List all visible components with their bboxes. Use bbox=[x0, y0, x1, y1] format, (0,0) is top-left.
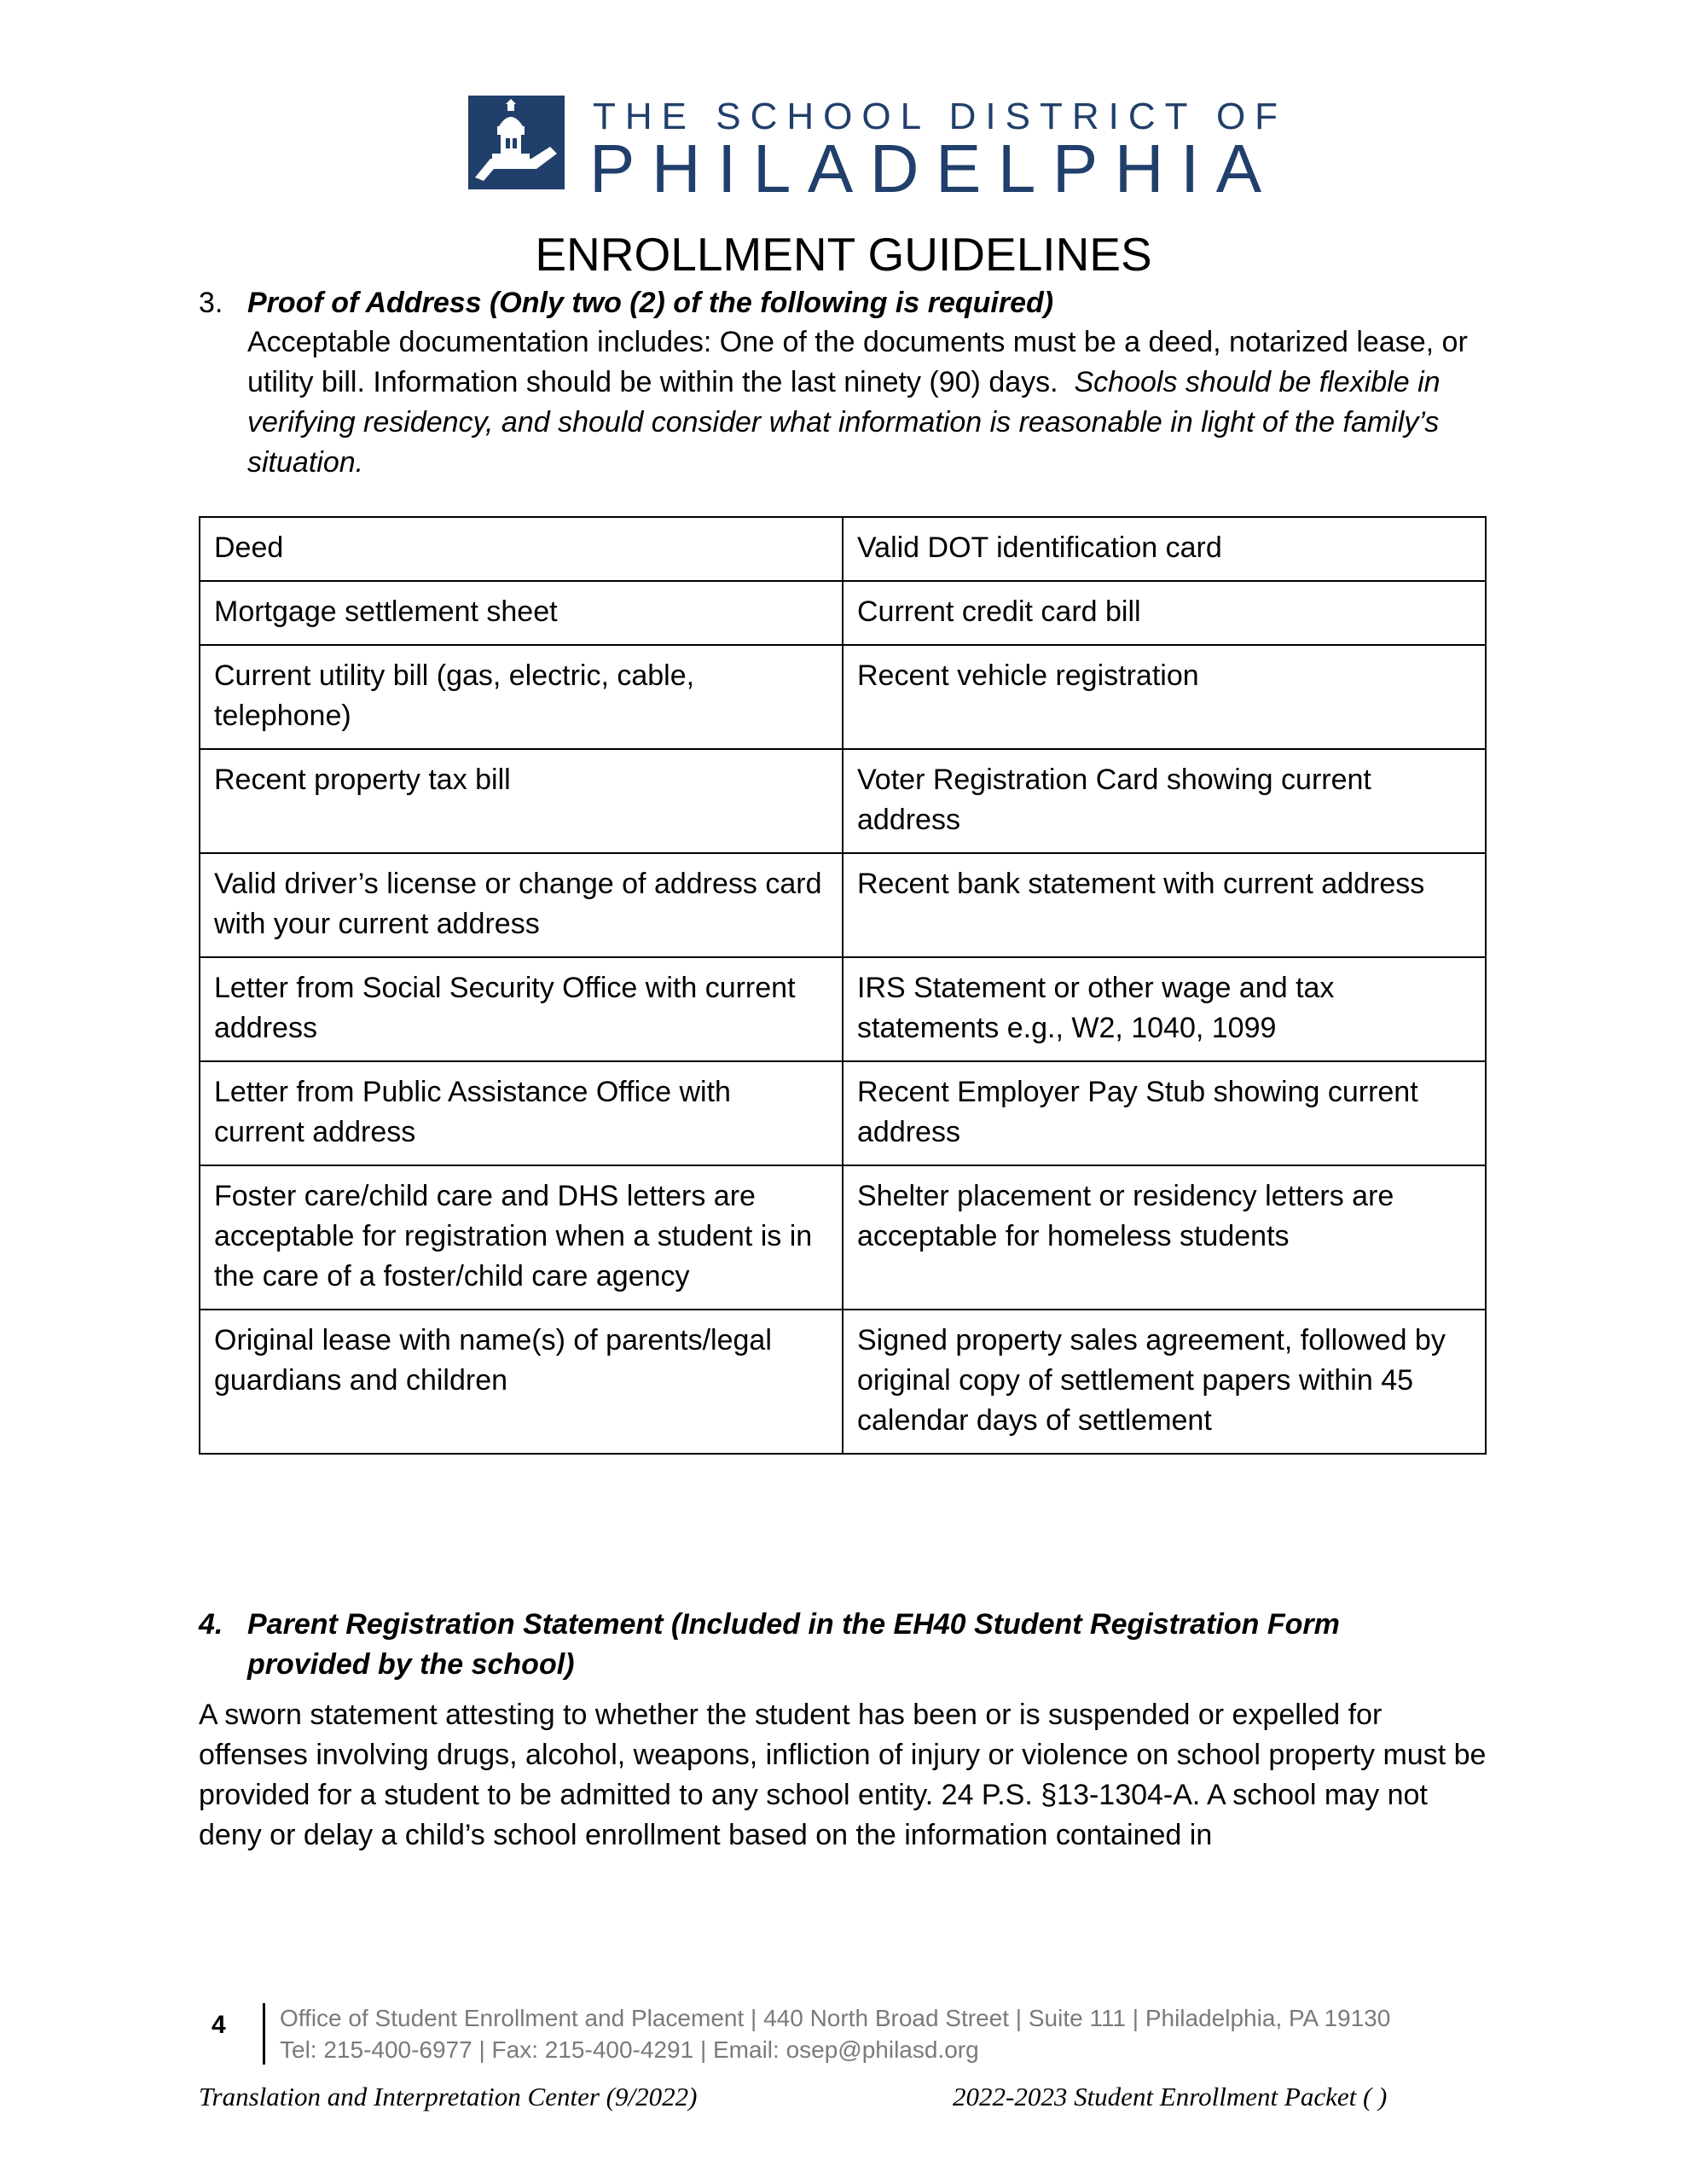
table-cell: Foster care/child care and DHS letters are acceptable for registration when a student is in the care of a foster/child care agency bbox=[200, 1165, 843, 1310]
section3-intro bbox=[247, 322, 1501, 483]
page-number: 4 bbox=[212, 2011, 226, 2039]
table-row bbox=[200, 1310, 1486, 1454]
section4-body: A sworn statement attesting to whether the student has been or is suspended or expelled for offenses involving drugs, alcohol, weapons, infliction of injury or violence on school property must be provided for a student to be admitted to any school entity. 24 P.S. §13-1304-A. A school may not deny or delay a child’s school enrollment based on the information contained in bbox=[199, 1699, 1487, 1851]
section4-heading-line1: Parent Registration Statement (Included in the EH40 Student Registration Form bbox=[247, 1608, 1340, 1641]
table-cell: Current credit card bill bbox=[843, 581, 1486, 645]
table-cell: Original lease with name(s) of parents/legal guardians and children bbox=[200, 1310, 843, 1454]
table-cell: Letter from Social Security Office with current address bbox=[200, 957, 843, 1061]
table-cell: Voter Registration Card showing current address bbox=[843, 749, 1486, 853]
table-cell: Valid DOT identification card bbox=[843, 517, 1486, 581]
footer-contact-line: Tel: 215-400-6977 | Fax: 215-400-4291 | Email: osep@philasd.org bbox=[280, 2036, 979, 2063]
table-cell: Recent vehicle registration bbox=[843, 645, 1486, 749]
footer-packet-note: 2022-2023 Student Enrollment Packet ( ) bbox=[953, 2082, 1388, 2111]
district-logo bbox=[468, 96, 1288, 206]
table-cell: Current utility bill (gas, electric, cable, telephone) bbox=[200, 645, 843, 749]
table-row bbox=[200, 645, 1486, 749]
table-cell: IRS Statement or other wage and tax statements e.g., W2, 1040, 1099 bbox=[843, 957, 1486, 1061]
page-title: ENROLLMENT GUIDELINES bbox=[535, 228, 1152, 281]
table-row bbox=[200, 517, 1486, 581]
footer-office-line: Office of Student Enrollment and Placement | 440 North Broad Street | Suite 111 | Philadelphia, PA 19130 bbox=[280, 2005, 1391, 2031]
section3-intro-italic: Schools should be flexible in verifying residency, and should consider what information is reasonable in light of the family’s situation. bbox=[247, 366, 1441, 479]
section3-heading: Proof of Address (Only two (2) of the following is required) bbox=[247, 287, 1054, 319]
section4-heading-line2: provided by the school) bbox=[247, 1648, 575, 1681]
table-cell: Recent Employer Pay Stub showing current address bbox=[843, 1061, 1486, 1165]
table-row bbox=[200, 1061, 1486, 1165]
section4-number: 4. bbox=[199, 1608, 223, 1641]
table-cell: Mortgage settlement sheet bbox=[200, 581, 843, 645]
table-cell: Deed bbox=[200, 517, 843, 581]
table-cell: Shelter placement or residency letters are acceptable for homeless students bbox=[843, 1165, 1486, 1310]
footer-divider bbox=[263, 2003, 265, 2065]
building-dome-icon bbox=[468, 96, 565, 189]
table-cell: Valid driver’s license or change of address card with your current address bbox=[200, 853, 843, 957]
logo-text-line2: PHILADELPHIA bbox=[589, 131, 1278, 206]
table-row bbox=[200, 853, 1486, 957]
section3-number: 3. bbox=[199, 287, 223, 319]
table-cell: Recent bank statement with current address bbox=[843, 853, 1486, 957]
table-row bbox=[200, 957, 1486, 1061]
table-cell: Signed property sales agreement, followed by original copy of settlement papers within 45 calendar days of settlement bbox=[843, 1310, 1486, 1454]
table-cell: Letter from Public Assistance Office with current address bbox=[200, 1061, 843, 1165]
table-cell: Recent property tax bill bbox=[200, 749, 843, 853]
table-row bbox=[200, 1165, 1486, 1310]
table-row bbox=[200, 581, 1486, 645]
footer-translation-note: Translation and Interpretation Center (9/2022) bbox=[199, 2082, 698, 2111]
table-row bbox=[200, 749, 1486, 853]
logo-text-line1: THE SCHOOL DISTRICT OF bbox=[593, 96, 1288, 137]
documents-table bbox=[199, 516, 1487, 1455]
section3-intro-text: Acceptable documentation includes: One of the documents must be a deed, notarized lease, or utility bill. Information should be within the last ninety (90) days. bbox=[247, 326, 1468, 398]
